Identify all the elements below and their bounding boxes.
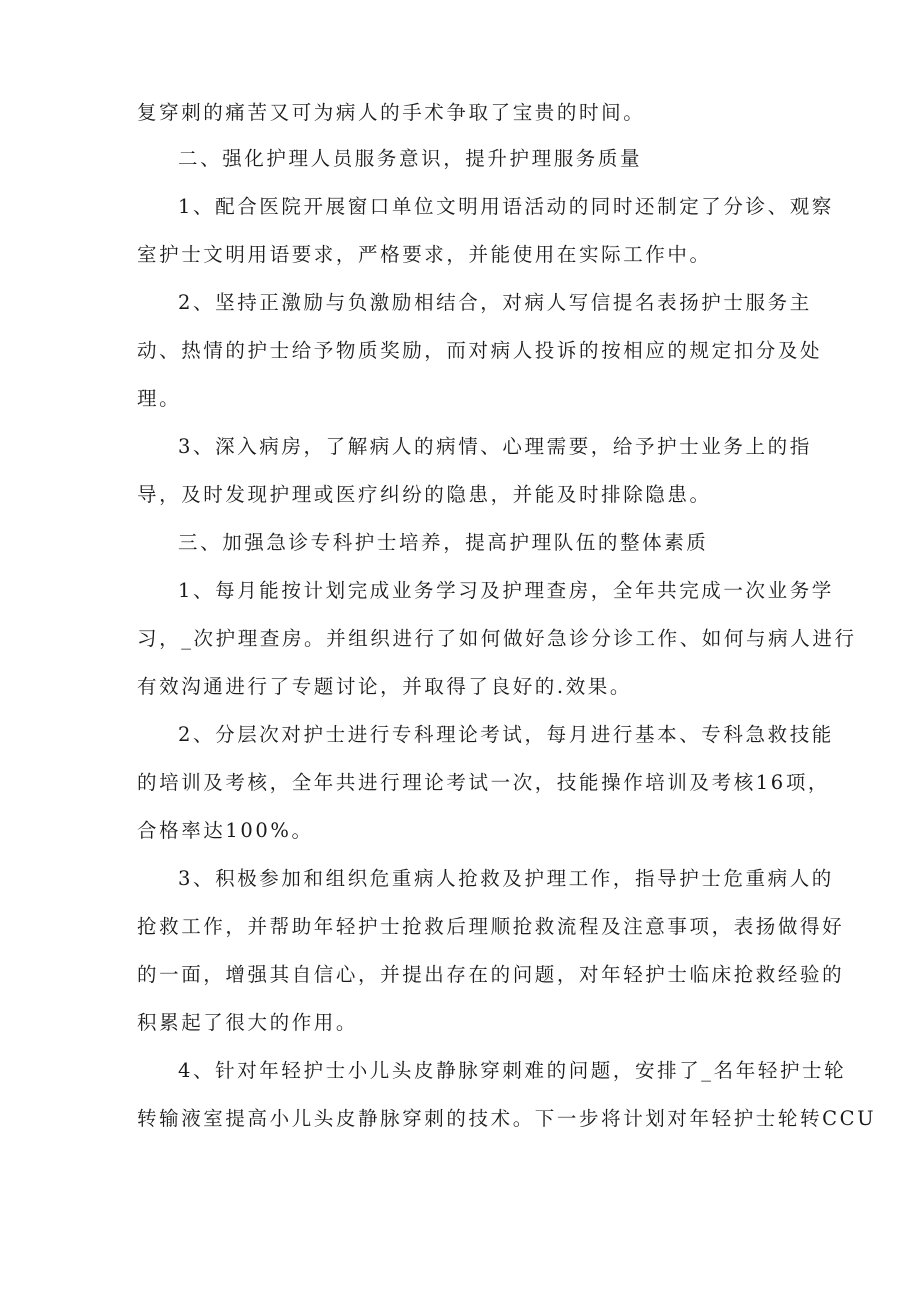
paragraph-line: 理。 <box>137 387 182 410</box>
paragraph-line: 3、积极参加和组织危重病人抢救及护理工作，指导护士危重病人的 <box>178 867 834 890</box>
paragraph-line: 有效沟通进行了专题讨论，并取得了良好的.效果。 <box>137 675 632 698</box>
section-heading-3: 三、加强急诊专科护士培养，提高护理队伍的整体素质 <box>178 531 709 554</box>
paragraph-line: 抢救工作，并帮助年轻护士抢救后理顺抢救流程及注意事项，表扬做得好 <box>137 915 845 938</box>
paragraph-line: 2、坚持正激励与负激励相结合，对病人写信提名表扬护士服务主 <box>178 291 812 314</box>
paragraph-line: 合格率达100%。 <box>137 819 314 842</box>
paragraph-line: 动、热情的护士给予物质奖励，而对病人投诉的按相应的规定扣分及处 <box>137 339 823 362</box>
paragraph-line: 1、配合医院开展窗口单位文明用语活动的同时还制定了分诊、观察 <box>178 195 834 218</box>
section-heading-2: 二、强化护理人员服务意识，提升护理服务质量 <box>178 147 643 170</box>
paragraph-line: 的一面，增强其自信心，并提出存在的问题，对年轻护士临床抢救经验的 <box>137 963 845 986</box>
paragraph-line: 转输液室提高小儿头皮静脉穿刺的技术。下一步将计划对年轻护士轮转CCU <box>137 1107 877 1130</box>
paragraph-line: 复穿刺的痛苦又可为病人的手术争取了宝贵的时间。 <box>137 101 646 124</box>
paragraph-line: 积累起了很大的作用。 <box>137 1011 359 1034</box>
paragraph-line: 的培训及考核，全年共进行理论考试一次，技能操作培训及考核16项， <box>137 771 831 794</box>
paragraph-line: 室护士文明用语要求，严格要求，并能使用在实际工作中。 <box>137 243 712 266</box>
paragraph-line: 4、针对年轻护士小儿头皮静脉穿刺难的问题，安排了_名年轻护士轮 <box>178 1059 847 1082</box>
paragraph-line: 习，_次护理查房。并组织进行了如何做好急诊分诊工作、如何与病人进行 <box>137 627 857 650</box>
paragraph-line: 3、深入病房，了解病人的病情、心理需要，给予护士业务上的指 <box>178 435 812 458</box>
paragraph-line: 导，及时发现护理或医疗纠纷的隐患，并能及时排除隐患。 <box>137 483 712 506</box>
paragraph-line: 2、分层次对护士进行专科理论考试，每月进行基本、专科急救技能 <box>178 723 834 746</box>
paragraph-line: 1、每月能按计划完成业务学习及护理查房，全年共完成一次业务学 <box>178 579 834 602</box>
